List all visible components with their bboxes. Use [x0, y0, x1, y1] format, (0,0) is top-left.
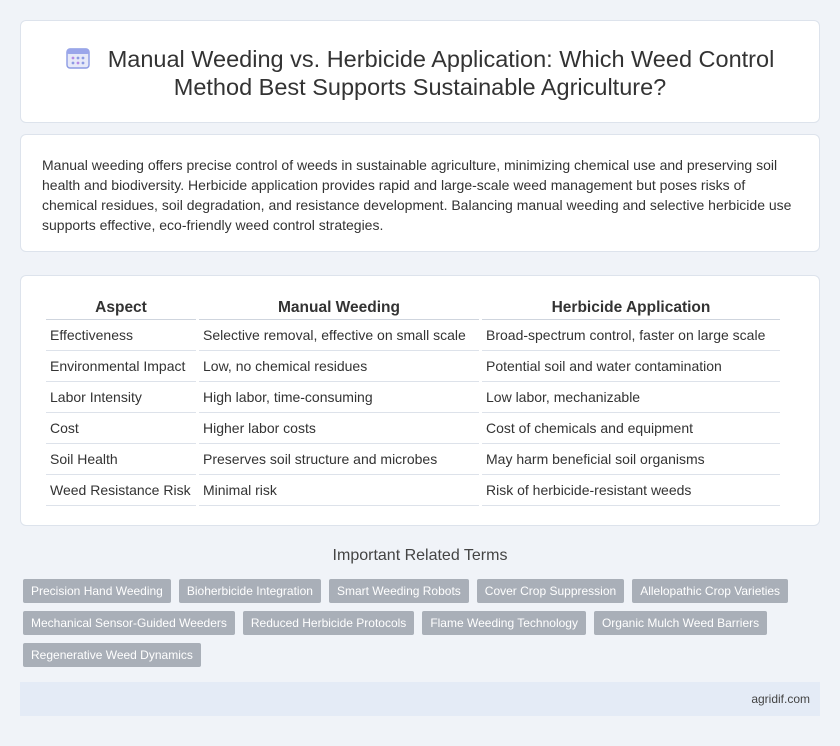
intro-card — [20, 134, 820, 252]
cell-manual: High labor, time-consuming — [199, 382, 479, 413]
tag-allelopathic-crop-varieties[interactable]: Allelopathic Crop Varieties — [632, 579, 788, 603]
cell-herbicide: Potential soil and water contamination — [482, 351, 780, 382]
header-aspect: Aspect — [46, 296, 196, 320]
tag-reduced-herbicide-protocols[interactable]: Reduced Herbicide Protocols — [243, 611, 414, 635]
footer — [20, 682, 820, 716]
tag-flame-weeding-technology[interactable]: Flame Weeding Technology — [422, 611, 586, 635]
tag-regenerative-weed-dynamics[interactable]: Regenerative Weed Dynamics — [23, 643, 201, 667]
tag-cover-crop-suppression[interactable]: Cover Crop Suppression — [477, 579, 624, 603]
table-row — [46, 413, 780, 444]
tag-organic-mulch-weed-barriers[interactable]: Organic Mulch Weed Barriers — [594, 611, 767, 635]
table-row — [46, 475, 780, 506]
cell-herbicide: Cost of chemicals and equipment — [482, 413, 780, 444]
cell-manual: Higher labor costs — [199, 413, 479, 444]
tag-smart-weeding-robots[interactable]: Smart Weeding Robots — [329, 579, 469, 603]
tag-precision-hand-weeding[interactable]: Precision Hand Weeding — [23, 579, 171, 603]
header-herbicide-application: Herbicide Application — [482, 296, 780, 320]
table-row — [46, 444, 780, 475]
cell-aspect: Soil Health — [46, 444, 196, 475]
cell-aspect: Environmental Impact — [46, 351, 196, 382]
footer-site-link[interactable]: agridif.com — [751, 692, 810, 706]
cell-herbicide: May harm beneficial soil organisms — [482, 444, 780, 475]
cell-manual: Selective removal, effective on small scale — [199, 320, 479, 351]
page-title — [21, 45, 819, 101]
cell-herbicide: Low labor, mechanizable — [482, 382, 780, 413]
title-line-2: Method Best Supports Sustainable Agriculture? — [173, 74, 667, 100]
title-card — [20, 20, 820, 123]
comparison-table-card — [20, 275, 820, 526]
cell-herbicide: Risk of herbicide-resistant weeds — [482, 475, 780, 506]
cell-aspect: Effectiveness — [46, 320, 196, 351]
title-line-1: Manual Weeding vs. Herbicide Application: Which Weed Control — [107, 46, 775, 72]
cell-herbicide: Broad-spectrum control, faster on large scale — [482, 320, 780, 351]
cell-manual: Preserves soil structure and microbes — [199, 444, 479, 475]
cell-aspect: Cost — [46, 413, 196, 444]
tag-mechanical-sensor-guided-weeders[interactable]: Mechanical Sensor-Guided Weeders — [23, 611, 235, 635]
cell-aspect: Weed Resistance Risk — [46, 475, 196, 506]
intro-paragraph: Manual weeding offers precise control of weeds in sustainable agriculture, minimizing chemical use and preserving soil health and biodiversity. Herbicide application provides rapid and large-scale weed management but poses risks of chemical residues, soil degradation, and resistance development. Balancing manual weeding and selective herbicide use supports effective, eco-friendly weed control strategies. — [42, 157, 792, 233]
header-manual-weeding: Manual Weeding — [199, 296, 479, 320]
cell-manual: Minimal risk — [199, 475, 479, 506]
table-row — [46, 320, 780, 351]
cell-manual: Low, no chemical residues — [199, 351, 479, 382]
calendar-icon — [66, 47, 90, 69]
related-terms-title: Important Related Terms — [332, 547, 508, 564]
related-terms-tags — [23, 579, 813, 667]
table-row — [46, 382, 780, 413]
cell-aspect: Labor Intensity — [46, 382, 196, 413]
comparison-table — [43, 296, 783, 506]
table-row — [46, 351, 780, 382]
table-header-row — [46, 296, 780, 320]
tag-bioherbicide-integration[interactable]: Bioherbicide Integration — [179, 579, 321, 603]
